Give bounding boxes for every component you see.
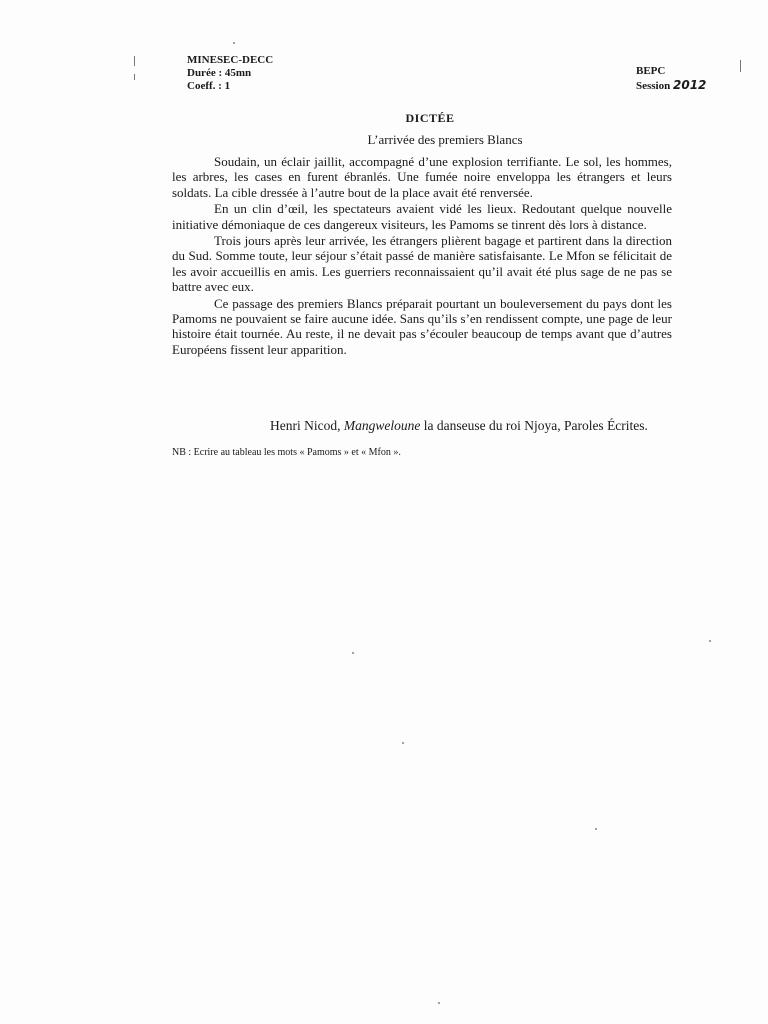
scan-speck (402, 742, 404, 744)
exam-header-left (187, 54, 273, 93)
teacher-note: NB : Ecrire au tableau les mots « Pamoms » et « Mfon ». (172, 447, 401, 458)
duration-label: Durée : 45mn (187, 67, 252, 79)
institution-label: MINESEC-DECC (187, 54, 274, 66)
scan-mark-right (740, 60, 741, 72)
coefficient-label: Coeff. : 1 (187, 80, 231, 92)
paragraph-3: Trois jours après leur arrivée, les étrangers plièrent bagage et partirent dans la direction du Sud. Somme toute, leur séjour s’était passé de manière satisfaisante. Le Mfon se félicitait de les avoir accueillis en amis. Les guerriers reconnaissaient qu’il avait été plus sage de ne pas se battre avec eux. (172, 233, 672, 295)
session-line (636, 78, 706, 93)
exam-header-right (636, 64, 706, 93)
scan-speck (352, 652, 354, 654)
scan-speck (595, 828, 597, 830)
document-subtitle: L’arrivée des premiers Blancs (367, 132, 523, 147)
scan-speck (709, 640, 711, 642)
author-name: Henri Nicod, (270, 418, 341, 433)
book-title: Mangweloune (343, 418, 421, 433)
scan-mark-left (134, 56, 135, 66)
dictation-text (172, 154, 672, 358)
exam-name: BEPC (636, 65, 666, 77)
scan-mark-left-lower (134, 74, 135, 80)
session-label: Session (636, 80, 671, 92)
paragraph-1: Soudain, un éclair jaillit, accompagné d’une explosion terrifiante. Le sol, les hommes, les arbres, les cases en furent ébranlés. Une fumée noire enveloppa les étrangers et leurs soldats. La cible dressée à l’autre bout de la place avait été renversée. (172, 154, 672, 200)
source-attribution (270, 418, 680, 434)
paragraph-4: Ce passage des premiers Blancs préparait pourtant un bouleversement du pays dont les Pamoms ne pouvaient se faire aucune idée. Sans qu’ils s’en rendissent compte, une page de leur histoire était tournée. Au reste, il ne devait pas s’écouler beaucoup de temps avant que d’autres Européens fissent leur apparition. (172, 295, 672, 357)
scan-speck (233, 42, 235, 44)
session-year: 2012 (673, 78, 707, 92)
source-rest: la danseuse du roi Njoya, Paroles Écrites. (423, 418, 648, 433)
scan-speck (438, 1002, 440, 1004)
paragraph-2: En un clin d’œil, les spectateurs avaient vidé les lieux. Redoutant quelque nouvelle initiative démoniaque de ces dangereux visiteurs, les Pamoms se tinrent dès lors à distance. (172, 201, 672, 232)
document-title: DICTÉE (405, 111, 455, 125)
